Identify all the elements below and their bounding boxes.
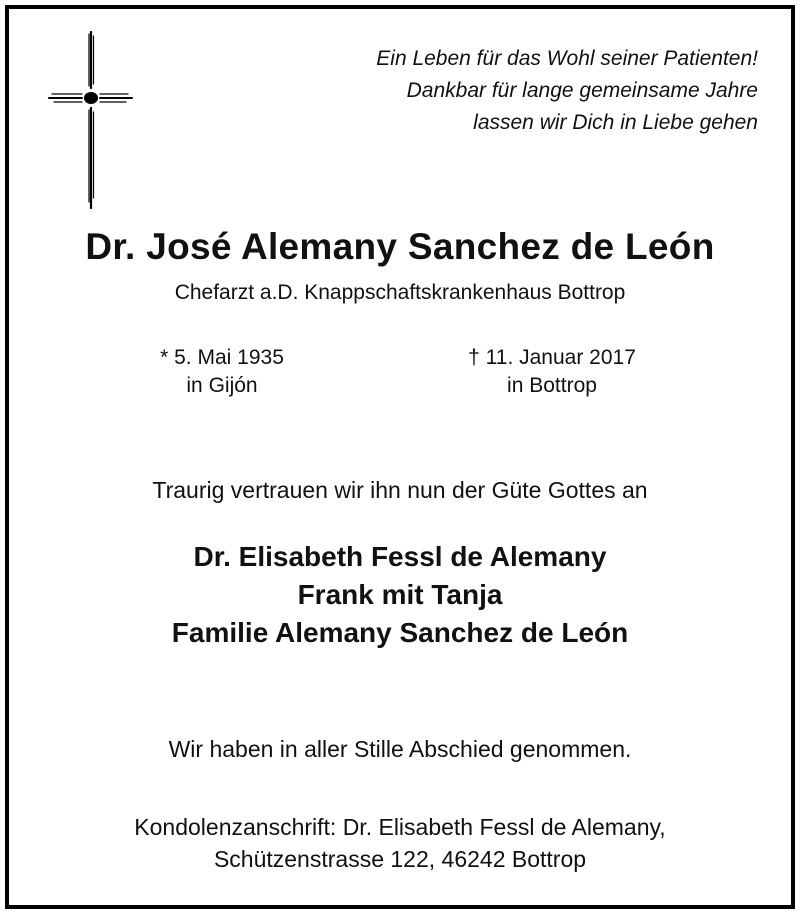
mourner: Dr. Elisabeth Fessl de Alemany [193, 541, 607, 572]
death-date: † 11. Januar 2017 [468, 346, 636, 369]
motto [376, 43, 758, 139]
condolence-line-1: Kondolenzanschrift: Dr. Elisabeth Fessl de Alemany, [134, 814, 666, 840]
birth-date: * 5. Mai 1935 [160, 346, 284, 369]
motto-line: lassen wir Dich in Liebe gehen [473, 111, 758, 134]
farewell-line: Wir haben in aller Stille Abschied genommen. [168, 736, 632, 762]
condolence-line-2: Schützenstrasse 122, 46242 Bottrop [213, 846, 587, 872]
cross-icon [46, 30, 136, 212]
deceased-name: Dr. José Alemany Sanchez de León [85, 226, 715, 267]
mourner: Familie Alemany Sanchez de León [171, 617, 629, 648]
condolence-address [0, 811, 800, 875]
mourners-list [0, 538, 800, 652]
mourner: Frank mit Tanja [297, 579, 503, 610]
birth-place: in Gijón [186, 374, 258, 397]
death-place: in Bottrop [507, 374, 597, 397]
death-info [402, 344, 702, 400]
deceased-title: Chefarzt a.D. Knappschaftskrankenhaus Bottrop [174, 281, 626, 304]
motto-line: Ein Leben für das Wohl seiner Patienten! [376, 47, 758, 70]
birth-info [72, 344, 372, 400]
motto-line: Dankbar für lange gemeinsame Jahre [406, 79, 758, 102]
trust-line: Traurig vertrauen wir ihn nun der Güte Gottes an [152, 477, 648, 503]
